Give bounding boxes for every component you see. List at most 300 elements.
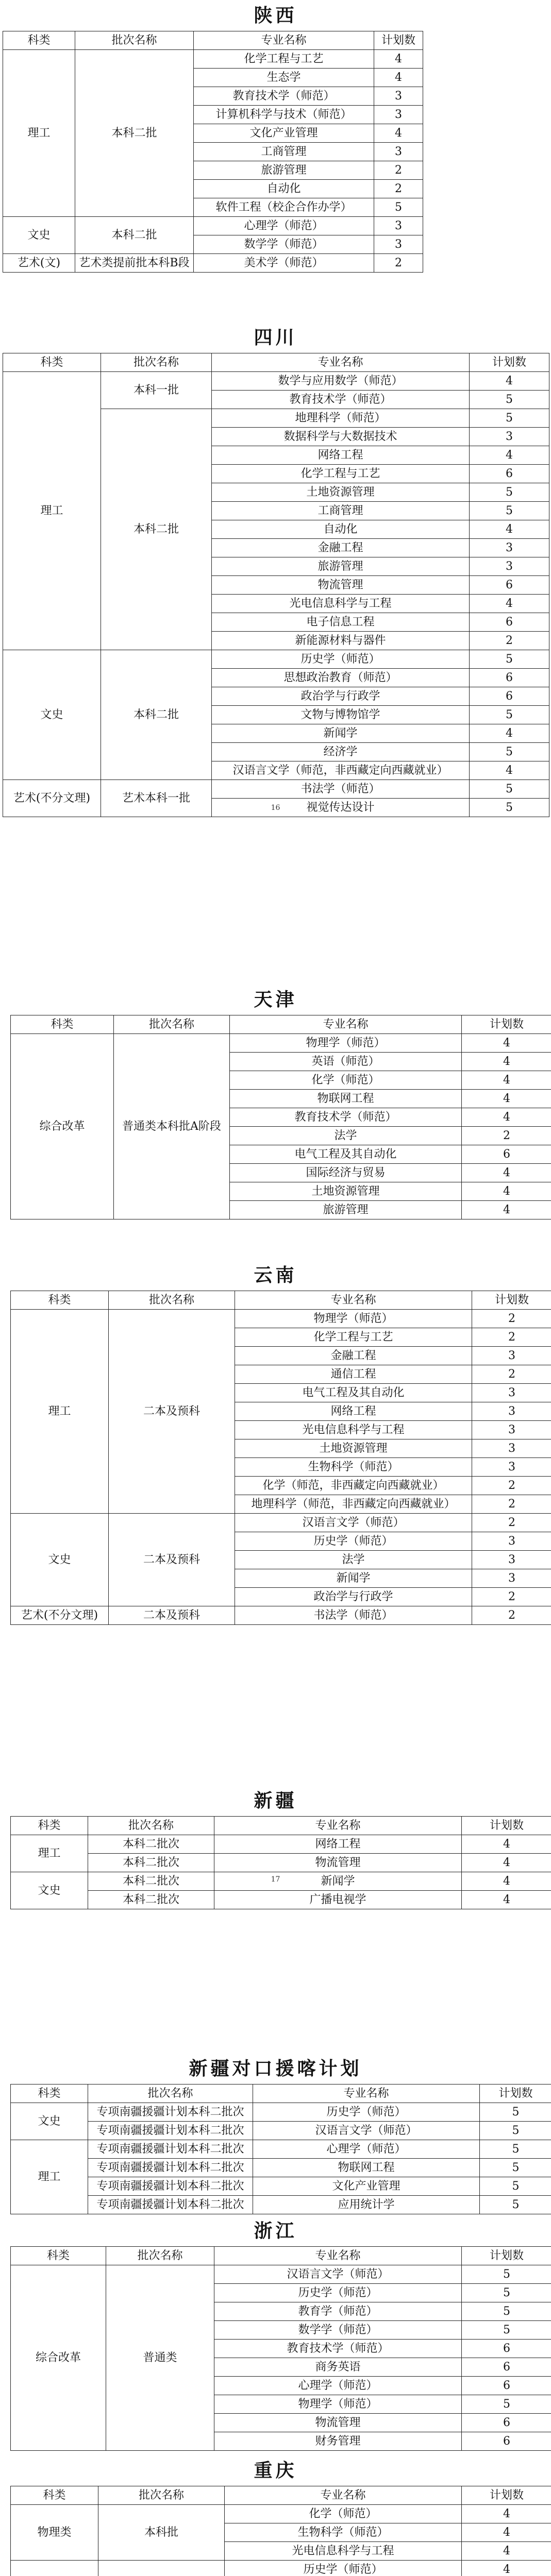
- major-cell: 物理学（师范）: [230, 1034, 462, 1053]
- plan-count-cell: 5: [480, 2177, 551, 2196]
- section-zhejiang: [0, 2215, 551, 2451]
- major-cell: 光电信息科学与工程: [235, 1421, 472, 1439]
- column-header-count: 计划数: [470, 353, 549, 372]
- plan-count-cell: 4: [462, 1201, 551, 1219]
- plan-count-cell: 5: [462, 2395, 551, 2414]
- plan-count-cell: 2: [472, 1514, 551, 1532]
- major-cell: 物理学（师范）: [235, 1310, 472, 1328]
- column-header-major: 专业名称: [214, 1817, 462, 1835]
- plan-count-cell: 2: [470, 632, 549, 650]
- plan-count-cell: 6: [470, 465, 549, 483]
- major-cell: 自动化: [194, 180, 374, 198]
- major-cell: 政治学与行政学: [212, 687, 470, 706]
- plan-count-cell: 3: [470, 539, 549, 557]
- major-cell: 旅游管理: [212, 557, 470, 576]
- table-row: [3, 372, 549, 391]
- column-header-category: 科类: [3, 353, 101, 372]
- plan-count-cell: 5: [480, 2159, 551, 2177]
- plan-count-cell: 4: [374, 50, 423, 69]
- plan-count-cell: 2: [472, 1588, 551, 1606]
- major-cell: 生物科学（师范）: [235, 1458, 472, 1477]
- major-cell: 广播电视学: [214, 1891, 462, 1909]
- plan-count-cell: 6: [462, 2340, 551, 2358]
- major-cell: 教育学（师范）: [214, 2302, 462, 2321]
- column-header-count: 计划数: [462, 2247, 551, 2265]
- plan-count-cell: 3: [472, 1458, 551, 1477]
- major-cell: 金融工程: [235, 1347, 472, 1365]
- column-header-category: 科类: [11, 1817, 88, 1835]
- plan-count-cell: 4: [470, 724, 549, 743]
- batch-cell: 本科二批次: [88, 1872, 214, 1891]
- section-yunnan: [0, 1260, 551, 1625]
- column-header-batch: 批次名称: [106, 2247, 214, 2265]
- batch-cell: 本科二批: [101, 650, 212, 780]
- plan-count-cell: 3: [374, 143, 423, 161]
- plan-count-cell: 5: [470, 391, 549, 409]
- column-header-count: 计划数: [374, 31, 423, 50]
- major-cell: 旅游管理: [194, 161, 374, 180]
- table-header-row: [3, 353, 549, 372]
- major-cell: 新能源材料与器件: [212, 632, 470, 650]
- plan-count-cell: 4: [462, 1164, 551, 1182]
- major-cell: 化学（师范）: [225, 2505, 462, 2523]
- section-title: 重庆: [254, 2460, 297, 2481]
- major-cell: 化学工程与工艺: [235, 1328, 472, 1347]
- batch-cell: 专项南疆援疆计划本科二批次: [88, 2140, 253, 2159]
- major-cell: 视觉传达设计: [212, 799, 470, 817]
- table-row: [11, 2505, 551, 2523]
- column-header-batch: 批次名称: [109, 1291, 235, 1310]
- section-title: 天津: [254, 989, 297, 1010]
- plan-count-cell: 3: [472, 1532, 551, 1551]
- plan-count-cell: 6: [462, 2358, 551, 2377]
- major-cell: 金融工程: [212, 539, 470, 557]
- table-row: [11, 2140, 551, 2159]
- major-cell: 汉语言文学（师范，非西藏定向西藏就业）: [212, 761, 470, 780]
- plan-count-cell: 4: [470, 595, 549, 613]
- batch-cell: 二本及预科: [109, 1514, 235, 1606]
- batch-cell: 本科二批: [101, 409, 212, 650]
- major-cell: 计算机科学与技术（师范）: [194, 106, 374, 124]
- section-title: 四川: [254, 327, 297, 348]
- table-row: [11, 2177, 551, 2196]
- major-cell: 心理学（师范）: [194, 217, 374, 235]
- table-row: [3, 217, 423, 235]
- major-cell: 工商管理: [194, 143, 374, 161]
- column-header-batch: 批次名称: [75, 31, 194, 50]
- plan-count-cell: 4: [462, 1854, 551, 1872]
- table-row: [11, 2103, 551, 2122]
- plan-count-cell: 4: [462, 1108, 551, 1127]
- major-cell: 物联网工程: [253, 2159, 480, 2177]
- category-cell: 文史: [3, 650, 101, 780]
- column-header-major: 专业名称: [230, 1015, 462, 1034]
- table-row: [11, 1854, 551, 1872]
- category-cell: 艺术(不分文理): [3, 780, 101, 817]
- section-title: 新疆: [254, 1790, 297, 1811]
- column-header-count: 计划数: [462, 1817, 551, 1835]
- major-cell: 教育技术学（师范）: [230, 1108, 462, 1127]
- column-header-batch: 批次名称: [101, 353, 212, 372]
- major-cell: 物流管理: [214, 1854, 462, 1872]
- table-row: [3, 254, 423, 273]
- plan-count-cell: 5: [462, 2302, 551, 2321]
- category-cell: 理工: [3, 372, 101, 650]
- major-cell: 化学（师范）: [230, 1071, 462, 1090]
- major-cell: 自动化: [212, 520, 470, 539]
- major-cell: 法学: [235, 1551, 472, 1569]
- batch-cell: 普通类本科批A阶段: [114, 1034, 230, 1219]
- major-cell: 文化产业管理: [194, 124, 374, 143]
- major-cell: 电气工程及其自动化: [235, 1384, 472, 1402]
- major-cell: 文化产业管理: [253, 2177, 480, 2196]
- major-cell: 新闻学: [235, 1569, 472, 1588]
- major-cell: 旅游管理: [230, 1201, 462, 1219]
- major-cell: 通信工程: [235, 1365, 472, 1384]
- major-cell: 汉语言文学（师范）: [235, 1514, 472, 1532]
- category-cell: 艺术(文): [3, 254, 75, 273]
- table-row: [11, 1891, 551, 1909]
- major-cell: 历史学（师范）: [235, 1532, 472, 1551]
- plan-count-cell: 5: [470, 409, 549, 428]
- major-cell: 土地资源管理: [235, 1439, 472, 1458]
- major-cell: 物理学（师范）: [214, 2395, 462, 2414]
- section-title: 新疆对口援喀计划: [189, 2058, 362, 2079]
- table-header-row: [11, 1817, 551, 1835]
- major-cell: 地理科学（师范，非西藏定向西藏就业）: [235, 1495, 472, 1514]
- category-cell: 综合改革: [11, 2265, 106, 2451]
- major-cell: 网络工程: [212, 446, 470, 465]
- major-cell: 商务英语: [214, 2358, 462, 2377]
- plan-count-cell: 3: [472, 1439, 551, 1458]
- plan-count-cell: 5: [470, 706, 549, 724]
- major-cell: 地理科学（师范）: [212, 409, 470, 428]
- plan-count-cell: 6: [462, 2414, 551, 2432]
- plan-count-cell: 3: [470, 428, 549, 446]
- batch-cell: 艺术类提前批本科B段: [75, 254, 194, 273]
- section-xinjiang: [0, 1785, 551, 1909]
- plan-count-cell: 4: [462, 1872, 551, 1891]
- table-row: [3, 780, 549, 799]
- plan-count-cell: 3: [374, 235, 423, 254]
- plan-count-cell: 4: [470, 520, 549, 539]
- table-row: [11, 1034, 551, 1053]
- plan-count-cell: 4: [462, 1182, 551, 1201]
- plan-table: [10, 1291, 551, 1625]
- major-cell: 书法学（师范）: [212, 780, 470, 799]
- plan-count-cell: 4: [462, 2542, 551, 2561]
- plan-count-cell: 2: [472, 1477, 551, 1495]
- major-cell: 物流管理: [212, 576, 470, 595]
- major-cell: 教育技术学（师范）: [194, 87, 374, 106]
- plan-count-cell: 5: [480, 2103, 551, 2122]
- plan-table: [10, 2486, 551, 2576]
- major-cell: 思想政治教育（师范）: [212, 669, 470, 687]
- column-header-major: 专业名称: [212, 353, 470, 372]
- plan-count-cell: 4: [462, 2505, 551, 2523]
- plan-table: [3, 31, 423, 273]
- column-header-count: 计划数: [472, 1291, 551, 1310]
- plan-count-cell: 2: [374, 161, 423, 180]
- column-header-count: 计划数: [462, 1015, 551, 1034]
- batch-cell: 专项南疆援疆计划本科二批次: [88, 2103, 253, 2122]
- column-header-category: 科类: [3, 31, 75, 50]
- plan-count-cell: 3: [472, 1384, 551, 1402]
- section-xinjiang-kashgar: [0, 2053, 551, 2214]
- plan-count-cell: 3: [374, 87, 423, 106]
- major-cell: 土地资源管理: [212, 483, 470, 502]
- section-shaanxi: [0, 0, 551, 273]
- batch-cell: 本科二批: [75, 217, 194, 254]
- category-cell: [11, 2561, 98, 2576]
- plan-count-cell: 4: [462, 1053, 551, 1071]
- table-row: [11, 2196, 551, 2214]
- major-cell: 网络工程: [214, 1835, 462, 1854]
- major-cell: 光电信息科学与工程: [225, 2542, 462, 2561]
- major-cell: 心理学（师范）: [214, 2377, 462, 2395]
- plan-count-cell: 5: [480, 2140, 551, 2159]
- plan-count-cell: 5: [374, 198, 423, 217]
- table-row: [11, 1835, 551, 1854]
- table-header-row: [11, 2084, 551, 2103]
- plan-count-cell: 2: [462, 1127, 551, 1145]
- table-header-row: [3, 31, 423, 50]
- plan-count-cell: 3: [374, 217, 423, 235]
- plan-count-cell: 4: [470, 372, 549, 391]
- batch-cell: 二本及预科: [109, 1310, 235, 1514]
- major-cell: 化学工程与工艺: [194, 50, 374, 69]
- category-cell: 理工: [11, 2140, 88, 2214]
- major-cell: 经济学: [212, 743, 470, 761]
- plan-count-cell: 3: [472, 1421, 551, 1439]
- plan-count-cell: 4: [462, 2523, 551, 2542]
- plan-count-cell: 5: [470, 743, 549, 761]
- major-cell: 新闻学: [212, 724, 470, 743]
- plan-count-cell: 5: [470, 799, 549, 817]
- major-cell: 数据科学与大数据技术: [212, 428, 470, 446]
- plan-count-cell: 6: [470, 669, 549, 687]
- plan-count-cell: 2: [472, 1606, 551, 1625]
- plan-count-cell: 3: [470, 557, 549, 576]
- batch-cell: [98, 2561, 225, 2576]
- column-header-batch: 批次名称: [114, 1015, 230, 1034]
- major-cell: 汉语言文学（师范）: [253, 2122, 480, 2140]
- plan-count-cell: 4: [462, 1071, 551, 1090]
- plan-count-cell: 5: [470, 483, 549, 502]
- major-cell: 物流管理: [214, 2414, 462, 2432]
- plan-count-cell: 6: [470, 576, 549, 595]
- batch-cell: 本科二批次: [88, 1835, 214, 1854]
- category-cell: 理工: [11, 1310, 109, 1514]
- plan-count-cell: 6: [470, 687, 549, 706]
- table-row: [11, 1606, 551, 1625]
- plan-table: [10, 1816, 551, 1909]
- plan-table: [10, 2246, 551, 2451]
- plan-count-cell: 4: [462, 2561, 551, 2576]
- table-header-row: [11, 1015, 551, 1034]
- major-cell: 生物科学（师范）: [225, 2523, 462, 2542]
- column-header-category: 科类: [11, 2084, 88, 2103]
- column-header-category: 科类: [11, 1291, 109, 1310]
- plan-count-cell: 4: [462, 1034, 551, 1053]
- major-cell: 电子信息工程: [212, 613, 470, 632]
- major-cell: 光电信息科学与工程: [212, 595, 470, 613]
- plan-table: [10, 1015, 551, 1219]
- major-cell: 历史学（师范）: [214, 2284, 462, 2302]
- plan-count-cell: 3: [472, 1402, 551, 1421]
- plan-count-cell: 4: [374, 69, 423, 87]
- major-cell: 美术学（师范）: [194, 254, 374, 273]
- plan-table: [10, 2084, 551, 2214]
- plan-count-cell: 6: [462, 1145, 551, 1164]
- major-cell: 文物与博物馆学: [212, 706, 470, 724]
- category-cell: 文史: [11, 1872, 88, 1909]
- major-cell: 新闻学: [214, 1872, 462, 1891]
- column-header-batch: 批次名称: [98, 2486, 225, 2505]
- batch-cell: 本科批: [98, 2505, 225, 2561]
- section-title: 云南: [254, 1264, 297, 1286]
- plan-count-cell: 4: [470, 446, 549, 465]
- section-tianjin: [0, 984, 551, 1219]
- section-chongqing: [0, 2455, 551, 2576]
- major-cell: 财务管理: [214, 2432, 462, 2451]
- batch-cell: 普通类: [106, 2265, 214, 2451]
- plan-count-cell: 4: [374, 124, 423, 143]
- page-number: 16: [271, 804, 280, 812]
- table-row: [11, 2561, 551, 2576]
- column-header-batch: 批次名称: [88, 2084, 253, 2103]
- plan-count-cell: 2: [374, 180, 423, 198]
- section-title: 浙江: [254, 2220, 297, 2242]
- batch-cell: 艺术本科一批: [101, 780, 212, 817]
- column-header-count: 计划数: [462, 2486, 551, 2505]
- column-header-category: 科类: [11, 1015, 114, 1034]
- plan-count-cell: 4: [462, 1090, 551, 1108]
- plan-count-cell: 5: [480, 2196, 551, 2214]
- plan-count-cell: 3: [472, 1551, 551, 1569]
- major-cell: 生态学: [194, 69, 374, 87]
- major-cell: 数学学（师范）: [214, 2321, 462, 2340]
- column-header-major: 专业名称: [214, 2247, 462, 2265]
- plan-count-cell: 3: [472, 1347, 551, 1365]
- table-header-row: [11, 2247, 551, 2265]
- plan-count-cell: 5: [470, 780, 549, 799]
- major-cell: 国际经济与贸易: [230, 1164, 462, 1182]
- column-header-major: 专业名称: [225, 2486, 462, 2505]
- batch-cell: 二本及预科: [109, 1606, 235, 1625]
- major-cell: 历史学（师范）: [212, 650, 470, 669]
- major-cell: 网络工程: [235, 1402, 472, 1421]
- plan-count-cell: 2: [472, 1365, 551, 1384]
- column-header-category: 科类: [11, 2486, 98, 2505]
- major-cell: 汉语言文学（师范）: [214, 2265, 462, 2284]
- table-row: [3, 50, 423, 69]
- table-row: [11, 1514, 551, 1532]
- plan-count-cell: 4: [462, 1891, 551, 1909]
- plan-count-cell: 5: [480, 2122, 551, 2140]
- category-cell: 文史: [11, 1514, 109, 1606]
- batch-cell: 本科一批: [101, 372, 212, 409]
- plan-count-cell: 6: [462, 2432, 551, 2451]
- plan-count-cell: 2: [374, 254, 423, 273]
- category-cell: 物理类: [11, 2505, 98, 2561]
- category-cell: 文史: [11, 2103, 88, 2140]
- major-cell: 应用统计学: [253, 2196, 480, 2214]
- plan-count-cell: 6: [462, 2377, 551, 2395]
- major-cell: 化学工程与工艺: [212, 465, 470, 483]
- column-header-count: 计划数: [480, 2084, 551, 2103]
- section-title: 陕西: [254, 5, 297, 26]
- column-header-category: 科类: [11, 2247, 106, 2265]
- plan-count-cell: 5: [462, 2321, 551, 2340]
- section-sichuan: [0, 322, 551, 817]
- category-cell: 文史: [3, 217, 75, 254]
- plan-count-cell: 2: [472, 1495, 551, 1514]
- page-number: 17: [271, 1875, 280, 1884]
- major-cell: 工商管理: [212, 502, 470, 520]
- plan-count-cell: 6: [470, 613, 549, 632]
- column-header-major: 专业名称: [253, 2084, 480, 2103]
- plan-count-cell: 5: [462, 2265, 551, 2284]
- batch-cell: 专项南疆援疆计划本科二批次: [88, 2196, 253, 2214]
- major-cell: 土地资源管理: [230, 1182, 462, 1201]
- plan-count-cell: 5: [470, 650, 549, 669]
- major-cell: 教育技术学（师范）: [212, 391, 470, 409]
- category-cell: 理工: [3, 50, 75, 217]
- table-row: [11, 2122, 551, 2140]
- batch-cell: 本科二批次: [88, 1854, 214, 1872]
- major-cell: 书法学（师范）: [235, 1606, 472, 1625]
- table-row: [11, 1310, 551, 1328]
- batch-cell: 本科二批次: [88, 1891, 214, 1909]
- table-header-row: [11, 2486, 551, 2505]
- major-cell: 数学与应用数学（师范）: [212, 372, 470, 391]
- major-cell: 历史学（师范）: [225, 2561, 462, 2576]
- batch-cell: 专项南疆援疆计划本科二批次: [88, 2122, 253, 2140]
- major-cell: 电气工程及其自动化: [230, 1145, 462, 1164]
- plan-count-cell: 5: [462, 2284, 551, 2302]
- column-header-major: 专业名称: [194, 31, 374, 50]
- major-cell: 心理学（师范）: [253, 2140, 480, 2159]
- plan-count-cell: 4: [462, 1835, 551, 1854]
- plan-count-cell: 2: [472, 1310, 551, 1328]
- major-cell: 数学学（师范）: [194, 235, 374, 254]
- table-row: [11, 2265, 551, 2284]
- plan-count-cell: 3: [374, 106, 423, 124]
- batch-cell: 专项南疆援疆计划本科二批次: [88, 2159, 253, 2177]
- column-header-batch: 批次名称: [88, 1817, 214, 1835]
- plan-count-cell: 5: [470, 502, 549, 520]
- major-cell: 历史学（师范）: [253, 2103, 480, 2122]
- table-row: [3, 650, 549, 669]
- plan-table: [3, 353, 549, 817]
- category-cell: 理工: [11, 1835, 88, 1872]
- batch-cell: 专项南疆援疆计划本科二批次: [88, 2177, 253, 2196]
- category-cell: 艺术(不分文理): [11, 1606, 109, 1625]
- plan-count-cell: 3: [472, 1569, 551, 1588]
- table-row: [11, 2159, 551, 2177]
- plan-count-cell: 2: [472, 1328, 551, 1347]
- table-header-row: [11, 1291, 551, 1310]
- batch-cell: 本科二批: [75, 50, 194, 217]
- column-header-major: 专业名称: [235, 1291, 472, 1310]
- major-cell: 英语（师范）: [230, 1053, 462, 1071]
- category-cell: 综合改革: [11, 1034, 114, 1219]
- plan-count-cell: 4: [470, 761, 549, 780]
- major-cell: 教育技术学（师范）: [214, 2340, 462, 2358]
- major-cell: 物联网工程: [230, 1090, 462, 1108]
- major-cell: 软件工程（校企合作办学）: [194, 198, 374, 217]
